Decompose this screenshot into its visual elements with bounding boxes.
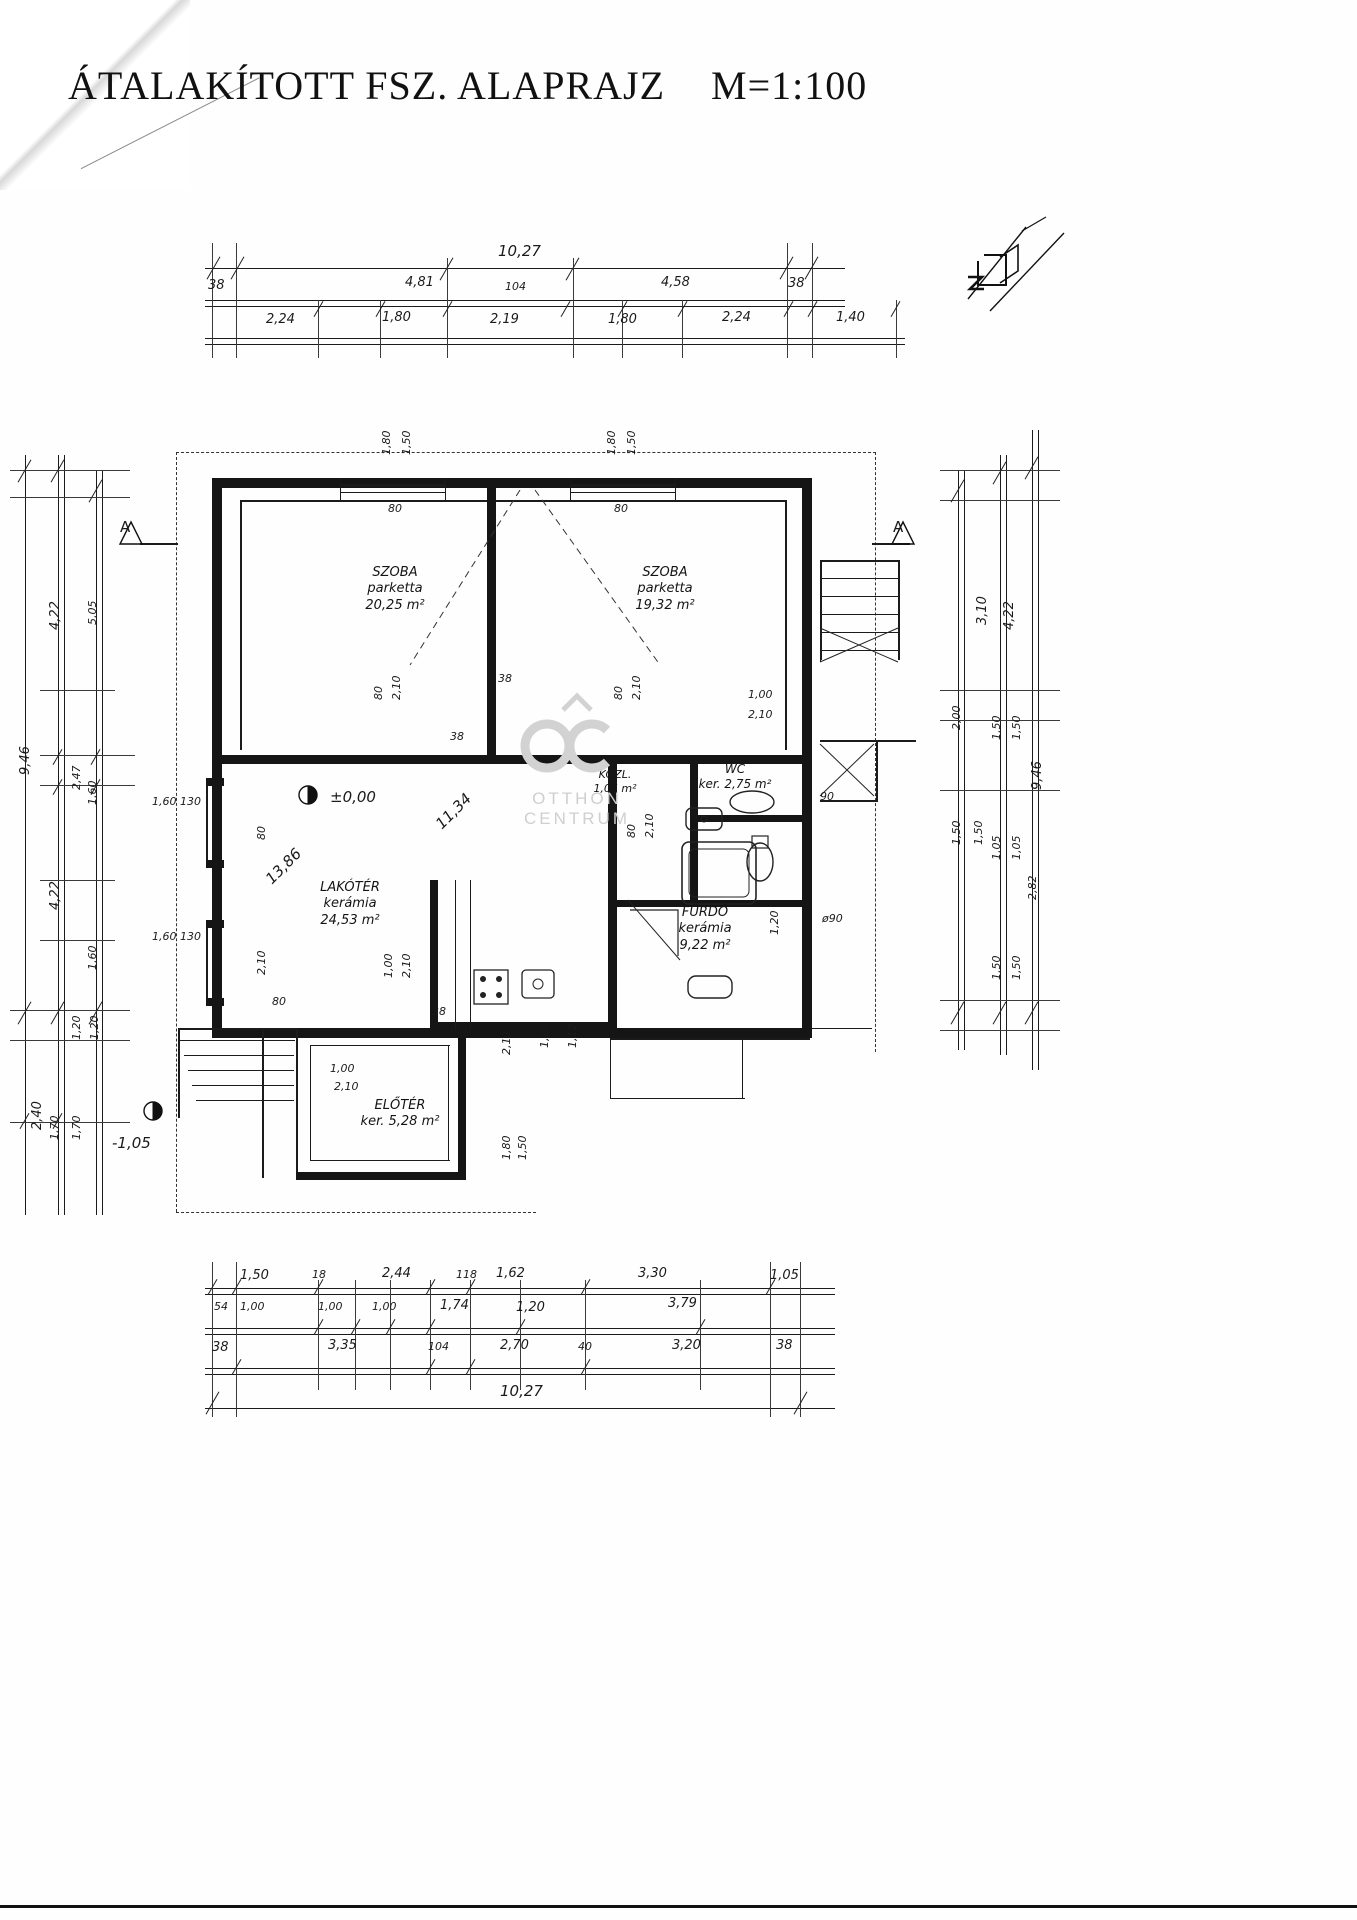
- room-area-0: 20,25 m²: [365, 597, 425, 613]
- dim-bottom-r1-1: 18: [312, 1268, 326, 1281]
- room-label-eloter: [340, 1098, 460, 1131]
- dim-open-15: 2,10: [334, 1080, 359, 1093]
- dim-right2-0: 1,50: [990, 715, 1003, 740]
- dim-open-21: 2,10: [643, 813, 656, 838]
- north-orientation-icon: [960, 215, 1070, 315]
- dim-top-r1-1: 4,81: [405, 275, 434, 290]
- dim-top-r1-2: 104: [505, 280, 526, 293]
- dim-top-r1-3: 4,58: [661, 275, 690, 290]
- watermark-line-2: CENTRUM: [524, 809, 630, 828]
- dim-right2-1: 1,50: [1010, 715, 1023, 740]
- dim-top-r1-4: 38: [788, 276, 805, 291]
- dim-bottom-r1-6: 1,05: [770, 1268, 799, 1283]
- dim-top-r2-2: 2,19: [490, 312, 519, 327]
- dim-bottom-r3-2: 104: [428, 1340, 449, 1353]
- dim-left2-4: 1,20: [70, 1015, 83, 1040]
- level-label-1: -1,05: [112, 1134, 151, 1152]
- dim-top-total: 10,27: [498, 242, 541, 260]
- dim-open-left-a: 80: [255, 826, 268, 840]
- dim-top-r2-5: 1,40: [836, 310, 865, 325]
- dim-misc-3: 11,34: [432, 789, 476, 833]
- room-label-wc: [690, 762, 780, 792]
- dim-top-r2-1: 1,80: [382, 310, 411, 325]
- dim-left-0: 4,22: [48, 601, 63, 630]
- room-label-szoba-1: [330, 565, 460, 614]
- room-area-5: 9,22 m²: [679, 937, 731, 953]
- dim-open-3: 1,50: [625, 430, 638, 455]
- dim-misc-2: 13,86: [262, 844, 306, 888]
- dim-bottom-r2-1: 1,00: [240, 1300, 265, 1313]
- room-area-3: 1,05 m²: [593, 781, 637, 795]
- dim-right-2: 2,00: [950, 705, 963, 730]
- dim-misc-1: 1,60 130: [152, 930, 201, 943]
- dim-left2-3: 1,60: [86, 945, 99, 970]
- dim-bottom-r1-3: 118: [456, 1268, 477, 1281]
- dim-bottom-r3-5: 3,20: [672, 1338, 701, 1353]
- dim-left-1: 4,22: [48, 881, 63, 910]
- dim-open-12: 1,00: [748, 688, 773, 701]
- room-name-1: SZOBA: [642, 565, 688, 580]
- dim-bottom-r3-4: 40: [578, 1340, 592, 1353]
- scale-text: M=1:100: [711, 63, 868, 108]
- dim-bottom-r1-2: 2,44: [382, 1266, 411, 1281]
- dim-open-28: ø90: [822, 912, 843, 925]
- dim-bottom-r2-0: 54: [214, 1300, 228, 1313]
- room-label-szoba-2: [600, 565, 730, 614]
- dim-bottom-total: 10,27: [500, 1382, 543, 1400]
- dim-bottom-r2-5: 1,20: [516, 1300, 545, 1315]
- dim-bottom-r2-6: 3,79: [668, 1296, 697, 1311]
- dim-right2-3: 1,05: [1010, 835, 1023, 860]
- title-text: ÁTALAKÍTOTT FSZ. ALAPRAJZ: [68, 63, 666, 108]
- dim-misc-0: 1,60 130: [152, 795, 201, 808]
- dim-bottom-r3-3: 2,70: [500, 1338, 529, 1353]
- dim-open-2: 1,80: [605, 430, 618, 455]
- dim-bottom-r3-1: 3,35: [328, 1338, 357, 1353]
- dim-bottom-r2-2: 1,00: [318, 1300, 343, 1313]
- room-name-3: KÖZL.: [598, 768, 632, 781]
- dim-right-3: 1,50: [950, 820, 963, 845]
- dim-open-30: 1,80: [500, 1135, 513, 1160]
- dim-open-14: 1,00: [330, 1062, 355, 1075]
- dim-open-11: 38: [498, 672, 512, 685]
- dim-right2-4: 1,50: [990, 955, 1003, 980]
- dim-top-r2-0: 2,24: [266, 312, 295, 327]
- dim-right2-5: 1,50: [1010, 955, 1023, 980]
- dim-top-r2-3: 1,80: [608, 312, 637, 327]
- dim-left2-7: 1,70: [70, 1115, 83, 1140]
- dim-open-left-b: 2,10: [255, 950, 268, 975]
- dim-bottom-r1-0: 1,50: [240, 1268, 269, 1283]
- dim-bottom-r3-6: 38: [776, 1338, 793, 1353]
- dim-open-1: 1,50: [400, 430, 413, 455]
- dim-open-27: 1,20: [538, 1023, 551, 1048]
- dim-open-29: 1,12: [566, 1023, 579, 1048]
- dim-open-26: 1,20: [768, 910, 781, 935]
- dim-bottom-r2-3: 1,00: [372, 1300, 397, 1313]
- watermark-line-1: OTTHON: [532, 789, 622, 808]
- room-name-4: WC: [724, 762, 746, 776]
- dim-bottom-r1-5: 3,30: [638, 1266, 667, 1281]
- room-name-6: ELŐTÉR: [374, 1098, 426, 1113]
- dim-misc-4: 80: [272, 995, 286, 1008]
- dim-open-20: 80: [625, 824, 638, 838]
- level-marker-icon-1: [140, 1098, 166, 1124]
- dim-left-2: 2,40: [30, 1101, 45, 1130]
- dim-open-5: 80: [614, 502, 628, 515]
- room-name-2: LAKÓTÉR: [320, 880, 380, 895]
- page-bottom-rule: [0, 1905, 1357, 1908]
- dim-open-10: 38: [450, 730, 464, 743]
- dim-open-9: 2,10: [390, 675, 403, 700]
- dim-left2-1: 2,47: [70, 765, 83, 790]
- dim-bottom-r3-0: 38: [212, 1340, 229, 1355]
- room-name-5: FÜRDŐ: [681, 905, 729, 920]
- page-title: [68, 62, 867, 109]
- section-label-a-right: A: [893, 518, 904, 536]
- dim-open-25: 2,12: [500, 1030, 513, 1055]
- dim-right-overall: 9,46: [1030, 761, 1045, 790]
- dim-open-18: 90: [820, 790, 834, 803]
- dim-open-0: 1,80: [380, 430, 393, 455]
- section-label-a-left: A: [120, 518, 131, 536]
- level-label-0: ±0,00: [330, 788, 376, 806]
- dim-open-8: 80: [372, 686, 385, 700]
- dim-right2-6: 2,82: [1026, 875, 1039, 900]
- room-floor-5: kerámia: [678, 921, 732, 937]
- room-floor-2: kerámia: [323, 896, 377, 912]
- dim-bottom-r2-4: 1,74: [440, 1298, 469, 1313]
- dim-right-1: 3,10: [975, 596, 990, 625]
- room-label-furdo: [650, 905, 760, 954]
- dim-bottom-r1-4: 1,62: [496, 1266, 525, 1281]
- dim-open-17: 2,10: [630, 675, 643, 700]
- dim-open-24: 38: [432, 1005, 446, 1018]
- watermark: [497, 690, 657, 829]
- dim-open-4: 80: [388, 502, 402, 515]
- dim-left2-0: 5,05: [86, 600, 99, 625]
- dim-left-overall: 9,46: [18, 746, 33, 775]
- dim-right2-2: 1,05: [990, 835, 1003, 860]
- dim-open-31: 1,50: [516, 1135, 529, 1160]
- room-area-1: 19,32 m²: [635, 597, 695, 613]
- room-area-2: 24,53 m²: [320, 912, 380, 928]
- room-floor-0: parketta: [367, 581, 423, 597]
- room-label-lakoter: [285, 880, 415, 929]
- room-name-0: SZOBA: [372, 565, 418, 580]
- dim-open-23: 2,10: [400, 953, 413, 978]
- dim-left2-2: 1,60: [86, 780, 99, 805]
- dim-top-r2-4: 2,24: [722, 310, 751, 325]
- dim-top-r1-0: 38: [208, 278, 225, 293]
- room-floor-1: parketta: [637, 581, 693, 597]
- level-marker-icon-0: [295, 782, 321, 808]
- dim-open-22: 1,00: [382, 953, 395, 978]
- dim-right-4: 1,50: [972, 820, 985, 845]
- dim-right-0: 4,22: [1002, 601, 1017, 630]
- stair-cross-hatch: [818, 626, 902, 666]
- otthon-centrum-logo-icon: [507, 690, 647, 776]
- dim-left2-5: 1,20: [88, 1015, 101, 1040]
- room-area-4: ker. 2,75 m²: [698, 777, 772, 791]
- dim-left2-6: 1,70: [48, 1115, 61, 1140]
- dim-open-13: 2,10: [748, 708, 773, 721]
- dim-open-16: 80: [612, 686, 625, 700]
- room-area-6: ker. 5,28 m²: [360, 1114, 440, 1130]
